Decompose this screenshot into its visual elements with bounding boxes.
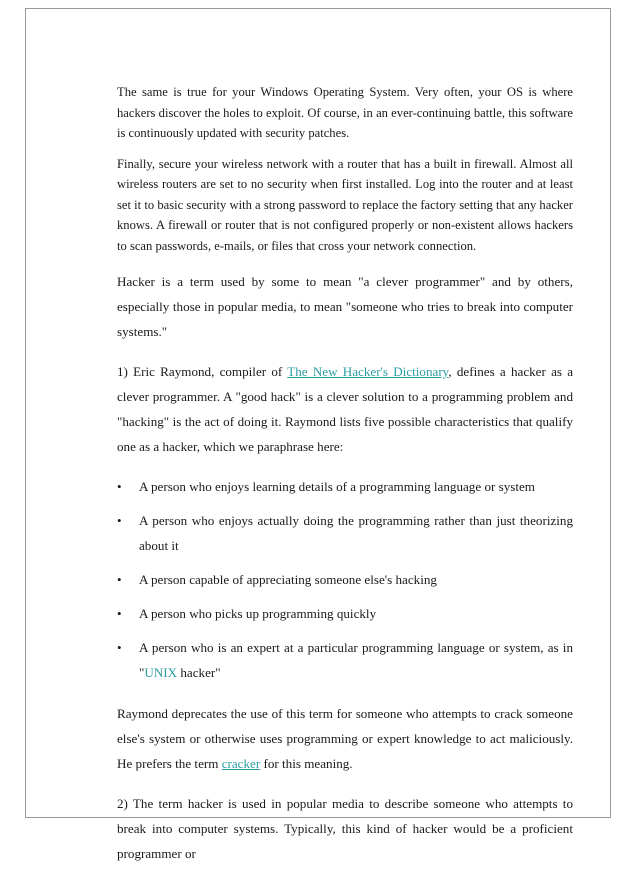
list-item-text: A person who is an expert at a particular programming language or system, as in " xyxy=(139,640,573,680)
bullet-icon: • xyxy=(117,479,122,494)
list-item xyxy=(117,601,573,626)
bullet-icon: • xyxy=(117,606,122,621)
document-body xyxy=(117,82,573,881)
list-item xyxy=(117,567,573,592)
list-item-text: hacker" xyxy=(177,665,221,680)
cracker-link[interactable]: cracker xyxy=(221,756,261,771)
list-item xyxy=(117,508,573,558)
paragraph-wireless-network: Finally, secure your wireless network with a router that has a built in firewall. Almost all wireless routers are set to no security when first installed. Log into the router and at least set it to basic security with a strong password to replace the factory setting that any hacker knows. A firewall or router that is not configured properly or non-existent allows hackers to scan passwords, e-mails, or files that cross your network connection. xyxy=(117,156,573,253)
new-hackers-dictionary-link[interactable]: The New Hacker's Dictionary xyxy=(287,364,449,379)
list-item-text: A person who enjoys learning details of a programming language or system xyxy=(139,479,535,494)
bullet-icon: • xyxy=(117,640,122,655)
paragraph-cracker xyxy=(117,701,573,776)
document-page xyxy=(25,8,611,861)
list-item xyxy=(117,635,573,685)
list-item xyxy=(117,474,573,499)
list-item-text: A person who picks up programming quickly xyxy=(139,606,377,621)
list-item-text: A person who enjoys actually doing the programming rather than just theorizing about it xyxy=(139,513,573,553)
paragraph-eric-raymond xyxy=(117,359,573,459)
unix-link[interactable]: UNIX xyxy=(144,665,178,680)
characteristics-list xyxy=(117,474,573,685)
paragraph-hacker-definition: Hacker is a term used by some to mean "a clever programmer" and by others, especially those in popular media, to mean "someone who tries to break into computer systems." xyxy=(117,274,573,339)
list-item-text: A person capable of appreciating someone else's hacking xyxy=(139,572,437,587)
paragraph-text: Raymond deprecates the use of this term for someone who attempts to crack someone else's system or otherwise uses programming or expert knowledge to act maliciously. He prefers the term xyxy=(117,706,573,771)
bullet-icon: • xyxy=(117,513,122,528)
bullet-icon: • xyxy=(117,572,122,587)
paragraph-popular-media: 2) The term hacker is used in popular media to describe someone who attempts to break into computer systems. Typically, this kind of hacker would be a proficient programmer or xyxy=(117,796,573,861)
paragraph-text: , defines a hacker as a clever programmer. A "good hack" is a clever solution to a programming problem and "hacking" is the act of doing it. Raymond lists five possible characteristics that qualify one as a hacker, which we paraphrase here: xyxy=(117,364,574,454)
paragraph-text: for this meaning. xyxy=(260,756,353,771)
paragraph-windows-os: The same is true for your Windows Operating System. Very often, your OS is where hackers discover the holes to exploit. Of course, in an ever-continuing battle, this software is continuously updated with security patches. xyxy=(117,85,573,140)
paragraph-text: 1) Eric Raymond, compiler of xyxy=(117,364,288,379)
